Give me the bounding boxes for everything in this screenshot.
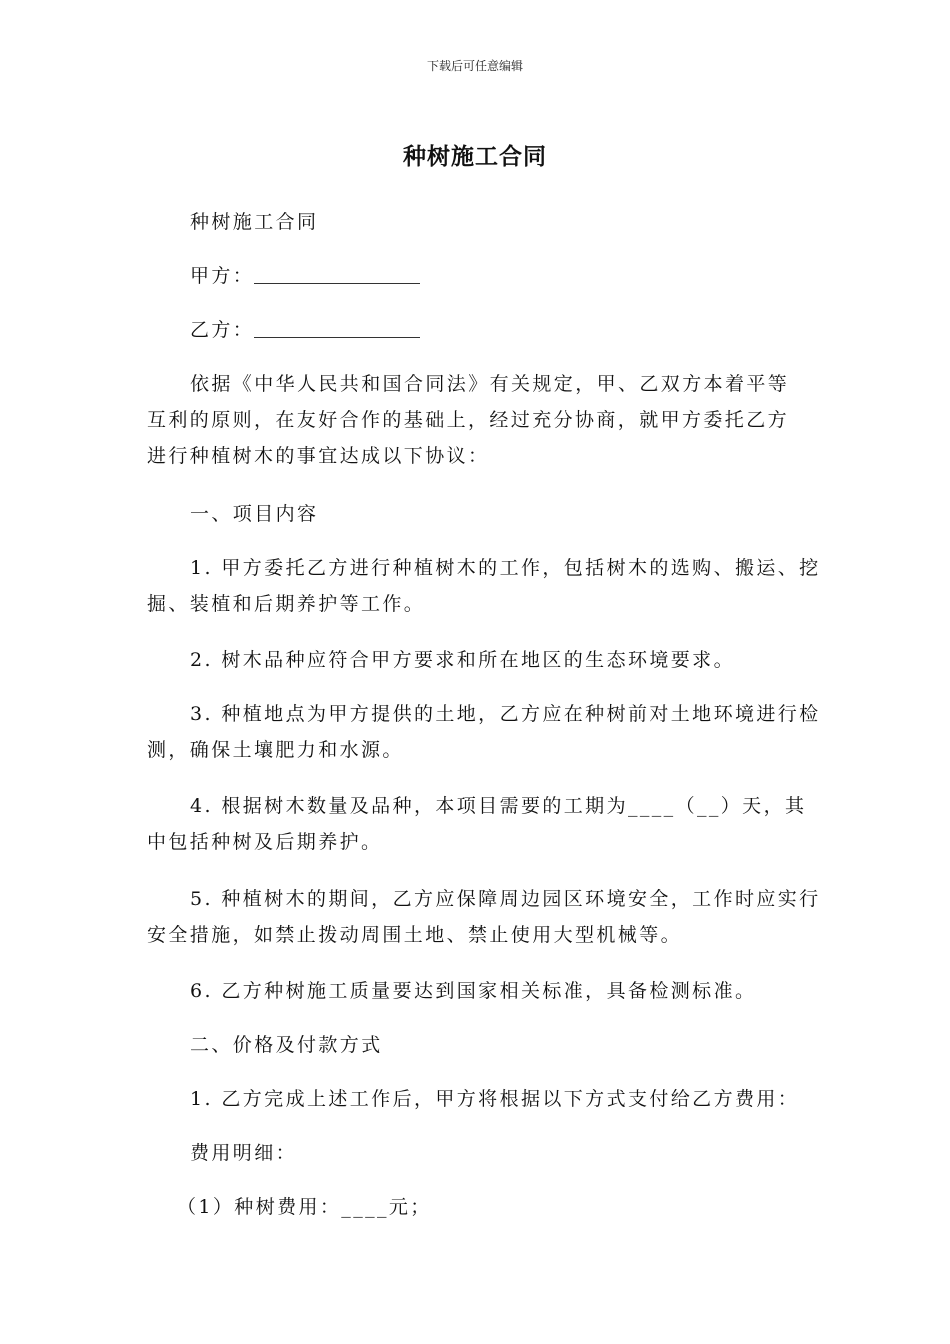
clause-1-6: 6. 乙方种树施工质量要达到国家相关标准，具备检测标准。: [190, 980, 757, 1002]
header-note: 下载后可任意编辑: [426, 59, 523, 73]
section-heading-price: 二、价格及付款方式: [190, 1034, 383, 1056]
party-a-line: [147, 258, 827, 294]
party-a-blank: [254, 263, 420, 284]
clause-2-1: 1. 乙方完成上述工作后，甲方将根据以下方式支付给乙方费用：: [190, 1088, 800, 1110]
party-b-blank: [254, 317, 420, 338]
clause-1-3: 3. 种植地点为甲方提供的土地，乙方应在种树前对土地环境进行检测，确保土壤肥力和水源。: [147, 703, 821, 761]
fee-detail-label: 费用明细：: [190, 1142, 298, 1164]
fee-item-1: （1）种树费用：____元；: [177, 1196, 432, 1218]
document-title: 种树施工合同: [403, 144, 547, 170]
clause-1-2: 2. 树木品种应符合甲方要求和所在地区的生态环境要求。: [190, 649, 735, 671]
clause-1-5: 5. 种植树木的期间，乙方应保障周边园区环境安全，工作时应实行安全措施，如禁止拨动周围土地、禁止使用大型机械等。: [147, 888, 821, 946]
contract-subtitle: 种树施工合同: [190, 211, 319, 233]
party-b-label: 乙方：: [190, 319, 255, 341]
clause-1-1: 1. 甲方委托乙方进行种植树木的工作，包括树木的选购、搬运、挖掘、装植和后期养护等工作。: [147, 557, 821, 615]
party-a-label: 甲方：: [190, 265, 255, 287]
clause-1-4: 4. 根据树木数量及品种，本项目需要的工期为____（__）天，其中包括种树及后期养护。: [147, 795, 807, 853]
party-b-line: [147, 312, 827, 348]
section-heading-project: 一、项目内容: [190, 503, 319, 525]
preamble-paragraph: 依据《中华人民共和国合同法》有关规定，甲、乙双方本着平等互利的原则，在友好合作的基础上，经过充分协商，就甲方委托乙方进行种植树木的事宜达成以下协议：: [147, 373, 790, 467]
